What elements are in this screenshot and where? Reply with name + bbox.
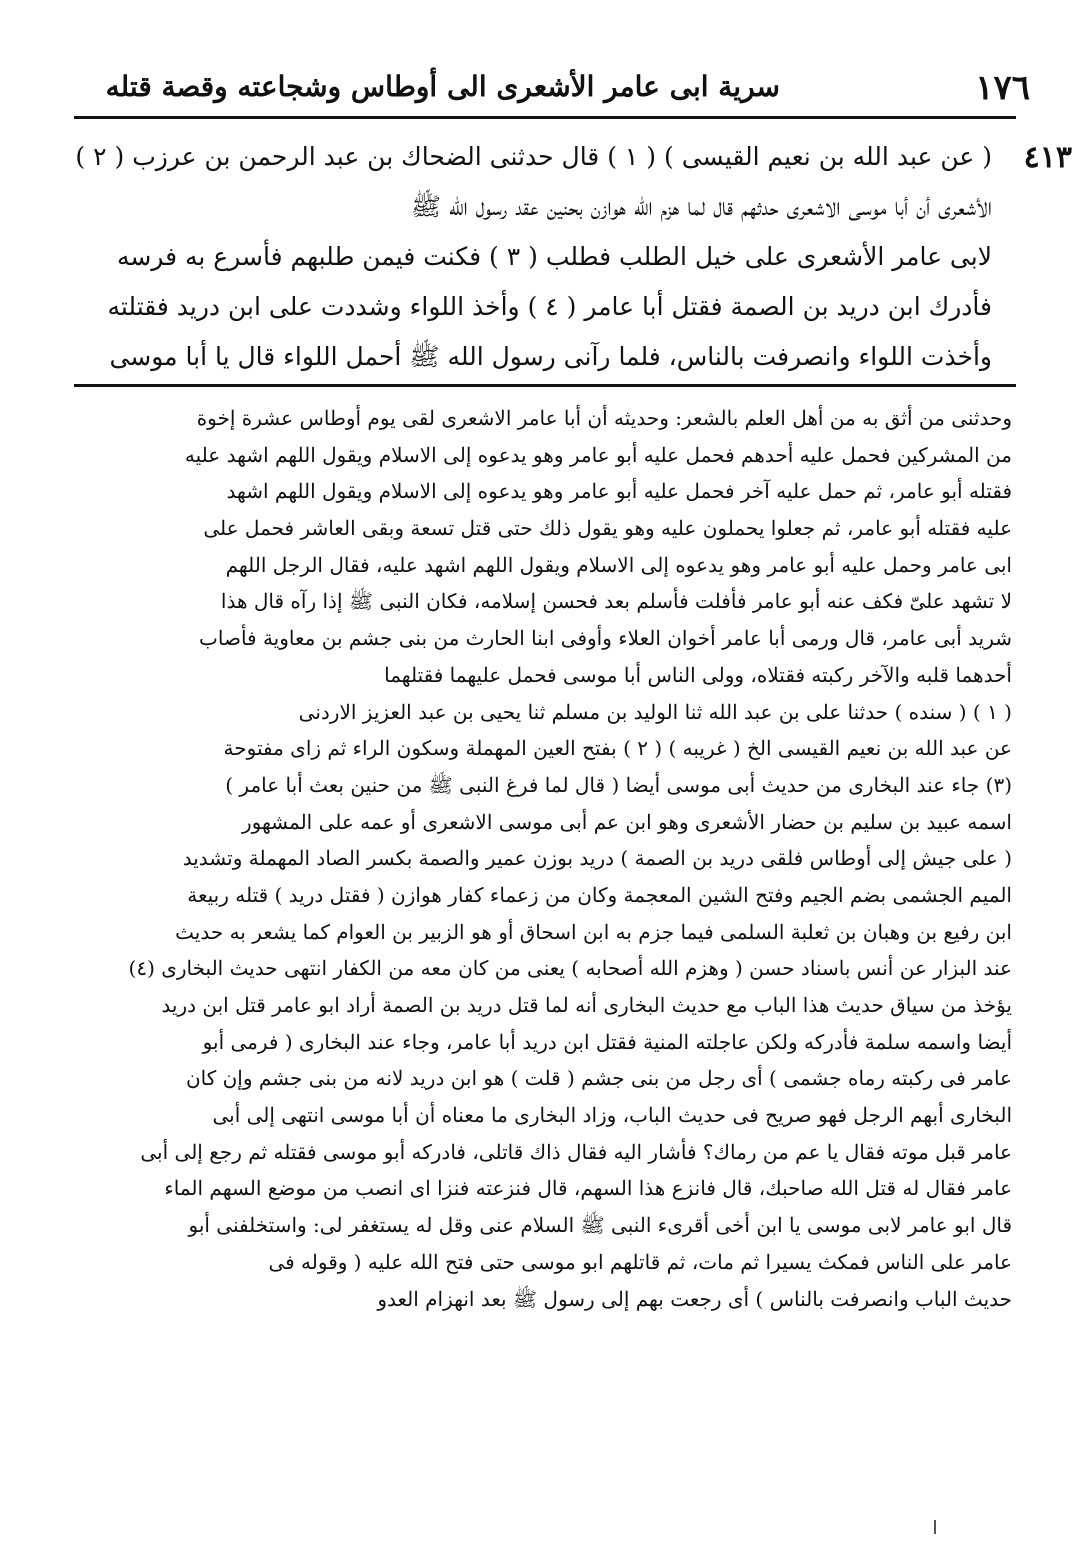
commentary-line: عن عبد الله بن نعيم القيسى الخ ( غريبه ) ( ٢ ) بفتح العين المهملة وسكون الراء ثم زاى مفتوحة bbox=[223, 736, 1012, 761]
commentary-line: وحدثنى من أثق به من أهل العلم بالشعر: وحديثه أن أبا عامر الاشعرى لقى يوم أوطاس عشرة إخوة bbox=[196, 406, 1012, 430]
hadith-line: فأدرك ابن دريد بن الصمة فقتل أبا عامر ( ٤ ) وأخذ اللواء وشددت على ابن دريد فقتلته bbox=[107, 292, 992, 321]
footnote-divider bbox=[74, 384, 1016, 387]
header-divider bbox=[74, 116, 1016, 119]
commentary-line: عامر فى ركبته رماه جشمى ) أى رجل من بنى جشم ( قلت ) هو ابن دريد لانه من بنى جشم وإن كان bbox=[185, 1066, 1012, 1091]
commentary-line: عامر فقال له قتل الله صاحبك، قال فانزع هذا السهم، قال فنزعته فنزا اى انصب من موضع السهم الماء bbox=[164, 1176, 1012, 1201]
commentary-line: عامر قبل موته فقال يا عم من رماك؟ فأشار اليه فقال ذاك قاتلى، فادركه أبو موسى فقتله ثم رجع إلى أبى bbox=[140, 1139, 1012, 1164]
commentary-line: (٣) جاء عند البخارى من حديث أبى موسى أيضا ( قال لما فرغ النبى ﷺ من حنين بعث أبا عامر ) bbox=[225, 772, 1012, 797]
commentary-text bbox=[54, 400, 1012, 1317]
commentary-line: ( على جيش إلى أوطاس فلقى دريد بن الصمة ) دريد بوزن عمير والصمة بكسر الصاد المهملة وتشديد bbox=[182, 846, 1012, 871]
hadith-number: ٤١٣ bbox=[1023, 140, 1072, 175]
hadith-text bbox=[52, 132, 992, 382]
commentary-line: شريد أبى عامر، قال ورمى أبا عامر أخوان العلاء وأوفى ابنا الحارث من بنى جشم بن معاوية فأصاب bbox=[199, 626, 1012, 651]
commentary-line: الميم الجشمى بضم الجيم وفتح الشين المعجمة وكان من زعماء كفار هوازن ( فقتل دريد ) قتله ربيعة bbox=[187, 882, 1012, 907]
commentary-line: عند البزار عن أنس باسناد حسن ( وهزم الله أصحابه ) يعنى من كان معه من الكفار انتهى حديث البخارى (٤) bbox=[128, 956, 1012, 981]
commentary-line: عليه فقتله أبو عامر، ثم جعلوا يحملون عليه وهو يقول ذلك حتى قتل تسعة وبقى العاشر فحمل على bbox=[203, 516, 1012, 541]
commentary-line: قال ابو عامر لابى موسى يا ابن أخى أقرىء النبى ﷺ السلام عنى وقل له يستغفر لى: واستخلفنى أبو bbox=[188, 1213, 1012, 1238]
running-title: سرية ابى عامر الأشعرى الى أوطاس وشجاعته وقصة قتله bbox=[105, 70, 780, 103]
hadith-line: الأشعرى أن أبا موسى الاشعرى حدثهم قال لما هزم الله هوازن بحنين عقد رسول الله ﷺ bbox=[410, 192, 992, 221]
commentary-line: ابى عامر وحمل عليه أبو عامر وهو يدعوه إلى الاسلام ويقول اللهم اشهد عليه، فقال الرجل اللهم bbox=[225, 552, 1012, 577]
commentary-line: أيضا واسمه سلمة فأدركه ولكن عاجلته المنية فقتل ابن دريد أبا عامر، وجاء عند البخارى ( فرمى أبو bbox=[202, 1029, 1012, 1054]
commentary-line: فقتله أبو عامر، ثم حمل عليه آخر فحمل عليه أبو عامر وهو يدعوه إلى الاسلام ويقول اللهم اشهد bbox=[226, 479, 1012, 504]
page-number: ١٧٦ bbox=[975, 68, 1030, 108]
commentary-line: حديث الباب وانصرفت بالناس ) أى رجعت بهم إلى رسول ﷺ بعد انهزام العدو bbox=[377, 1286, 1012, 1311]
hadith-line: ( عن عبد الله بن نعيم القيسى ) ( ١ ) قال حدثنى الضحاك بن عبد الرحمن بن عرزب ( ٢ ) bbox=[75, 142, 992, 171]
scan-mark bbox=[934, 1520, 936, 1534]
commentary-line: أحدهما قلبه والآخر ركبته فقتلاه، وولى الناس أبا موسى فحمل عليهما فقتلهما bbox=[384, 662, 1012, 687]
hadith-line: لابى عامر الأشعرى على خيل الطلب فطلب ( ٣ ) فكنت فيمن طلبهم فأسرع به فرسه bbox=[116, 242, 992, 271]
commentary-line: عامر على الناس فمكث يسيرا ثم مات، ثم قاتلهم ابو موسى حتى فتح الله عليه ( وقوله فى bbox=[268, 1249, 1012, 1274]
commentary-line: ( ١ ) ( سنده ) حدثنا على بن عبد الله ثنا الوليد بن مسلم ثنا يحيى بن عبد العزيز الاردنى bbox=[298, 699, 1012, 724]
commentary-line: البخارى أبهم الرجل فهو صريح فى حديث الباب، وزاد البخارى ما معناه أن أبا موسى انتهى إلى أبى bbox=[212, 1103, 1012, 1128]
commentary-line: لا تشهد علىّ فكف عنه أبو عامر فأفلت فأسلم بعد فحسن إسلامه، فكان النبى ﷺ إذا رآه قال هذا bbox=[220, 589, 1012, 614]
commentary-line: من المشركين فحمل عليه أحدهم فحمل عليه أبو عامر وهو يدعوه إلى الاسلام ويقول اللهم اشهد عليه bbox=[184, 442, 1012, 467]
commentary-line: اسمه عبيد بن سليم بن حضار الأشعرى وهو ابن عم أبى موسى الاشعرى أو عمه على المشهور bbox=[241, 809, 1012, 834]
hadith-line: وأخذت اللواء وانصرفت بالناس، فلما رآنى رسول الله ﷺ أحمل اللواء قال يا أبا موسى bbox=[109, 342, 992, 371]
page-header bbox=[105, 60, 1030, 120]
commentary-line: ابن رفيع بن وهبان بن ثعلبة السلمى فيما جزم به ابن اسحاق أو هو الزبير بن العوام كما يشعر به حديث bbox=[175, 919, 1012, 944]
commentary-line: يؤخذ من سياق حديث هذا الباب مع حديث البخارى أنه لما قتل دريد بن الصمة أراد ابو عامر قتل ابن دريد bbox=[161, 993, 1012, 1017]
